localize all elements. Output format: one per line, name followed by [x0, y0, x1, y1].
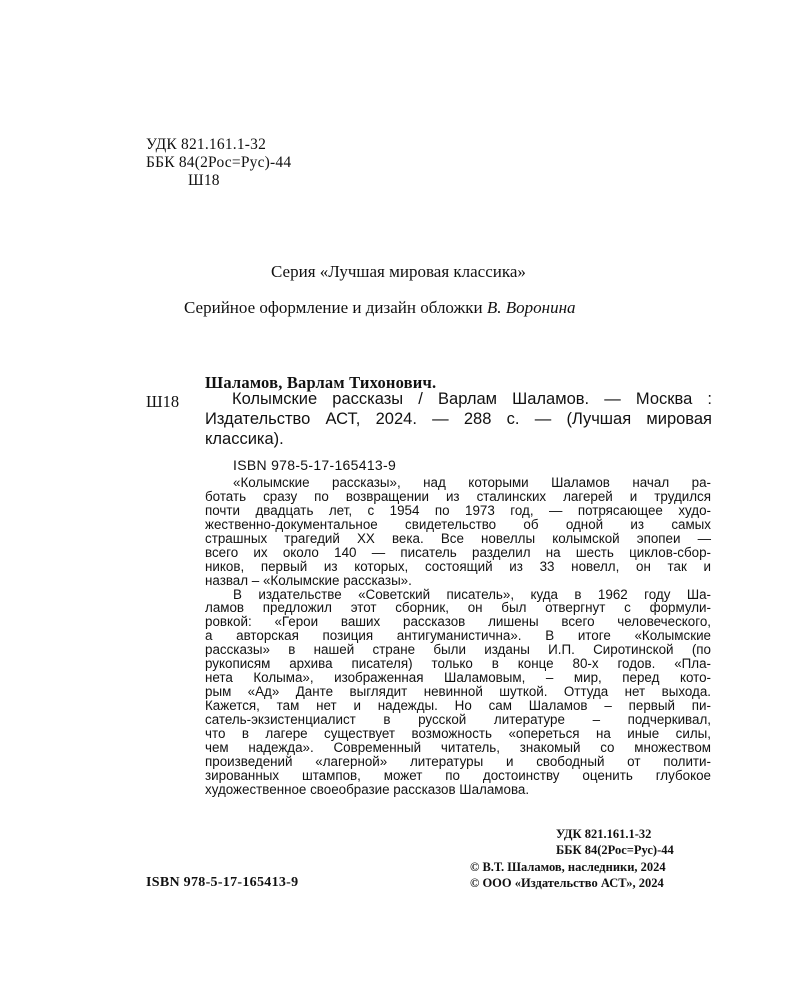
annotation-line: ников, первый из которых, состоящий из 33 новелл, он так и — [205, 558, 711, 574]
annotation-line: рым «Ад» Данте выглядит невинной шуткой. Оттуда нет выхода. — [205, 684, 711, 700]
annotation-line: сатель-экзистенциалист в русской литературе – подчеркивал, — [205, 711, 711, 727]
designer-name: В. Воронина — [486, 298, 576, 317]
design-credit-text: Серийное оформление и дизайн обложки — [184, 298, 483, 317]
annotation-line: нета Колыма», изображенная Шаламовым, – мир, перед кото- — [205, 670, 711, 686]
annotation-line: а авторская позиция антигуманистична». В итоге «Колымские — [205, 628, 711, 644]
copyright-author: © В.Т. Шаламов, наследники, 2024 — [470, 860, 666, 874]
annotation-line: произведений «лагерной» литературы и свободный от полити- — [205, 753, 711, 769]
copyright-publisher: © ООО «Издательство АСТ», 2024 — [470, 876, 664, 890]
bbk-code: ББК 84(2Рос=Рус)-44 — [146, 154, 292, 171]
annotation-line: что в лагере существует возможность «опереться на иные силы, — [205, 725, 711, 741]
author-mark-top: Ш18 — [188, 172, 220, 189]
annotation-line: ботать сразу по возвращении из сталинских лагерей и трудился — [205, 488, 711, 504]
bottom-bbk-code: ББК 84(2Рос=Рус)-44 — [556, 843, 674, 857]
series-name: Серия «Лучшая мировая классика» — [271, 262, 526, 281]
annotation-line: страшных трагедий XX века. Все новеллы колымской эпопеи — — [205, 530, 711, 546]
annotation-line: назвал – «Колымские рассказы». — [205, 572, 412, 588]
bottom-isbn: ISBN 978-5-17-165413-9 — [146, 875, 299, 890]
annotation-line: рукописям архива писателя) только в конце 80-х годов. «Пла- — [205, 656, 711, 672]
annotation-line: ламов предложил этот сборник, он был отвергнут с формули- — [205, 600, 711, 616]
annotation-line: почти двадцать лет, с 1954 по 1973 год, — потрясающее худо- — [205, 502, 711, 518]
annotation-line: чем надежда». Современный читатель, знакомый со множеством — [205, 739, 711, 755]
bib-line: Колымские рассказы / Варлам Шаламов. — Москва : — [232, 390, 712, 408]
annotation-line: ровкой: «Герои ваших рассказов лишены всего человеческого, — [205, 614, 711, 630]
annotation — [205, 476, 711, 797]
annotation-line: Кажется, там нет и надежды. Но сам Шаламов – первый пи- — [205, 698, 711, 713]
bib-author-mark: Ш18 — [146, 392, 180, 411]
annotation-line: «Колымские рассказы», над которыми Шаламов начал ра- — [233, 475, 711, 490]
bib-line: Издательство АСТ, 2024. — 288 с. — (Лучшая мировая — [205, 410, 712, 428]
annotation-line: всего их около 140 — писатель разделил на шесть циклов-сбор- — [205, 544, 711, 560]
bib-description — [205, 389, 712, 449]
bib-author: Шаламов, Варлам Тихонович. — [205, 373, 437, 392]
annotation-line: художественное своеобразие рассказов Шаламова. — [205, 781, 530, 797]
annotation-line: В издательстве «Советский писатель», куда в 1962 году Ша- — [233, 586, 711, 602]
bottom-udk-code: УДК 821.161.1-32 — [556, 827, 652, 841]
bib-line: классика). — [205, 430, 284, 448]
series-design-credit — [184, 298, 576, 318]
annotation-line: зированных штампов, может по достоинству оценить глубокое — [205, 767, 711, 783]
udk-code: УДК 821.161.1-32 — [146, 136, 267, 153]
bib-isbn: ISBN 978-5-17-165413-9 — [233, 457, 397, 473]
annotation-line: рассказы» в нашей стране были изданы И.П. Сиротинской (по — [205, 642, 711, 658]
annotation-line: жественно-документальное свидетельство об одной из самых — [205, 516, 711, 532]
